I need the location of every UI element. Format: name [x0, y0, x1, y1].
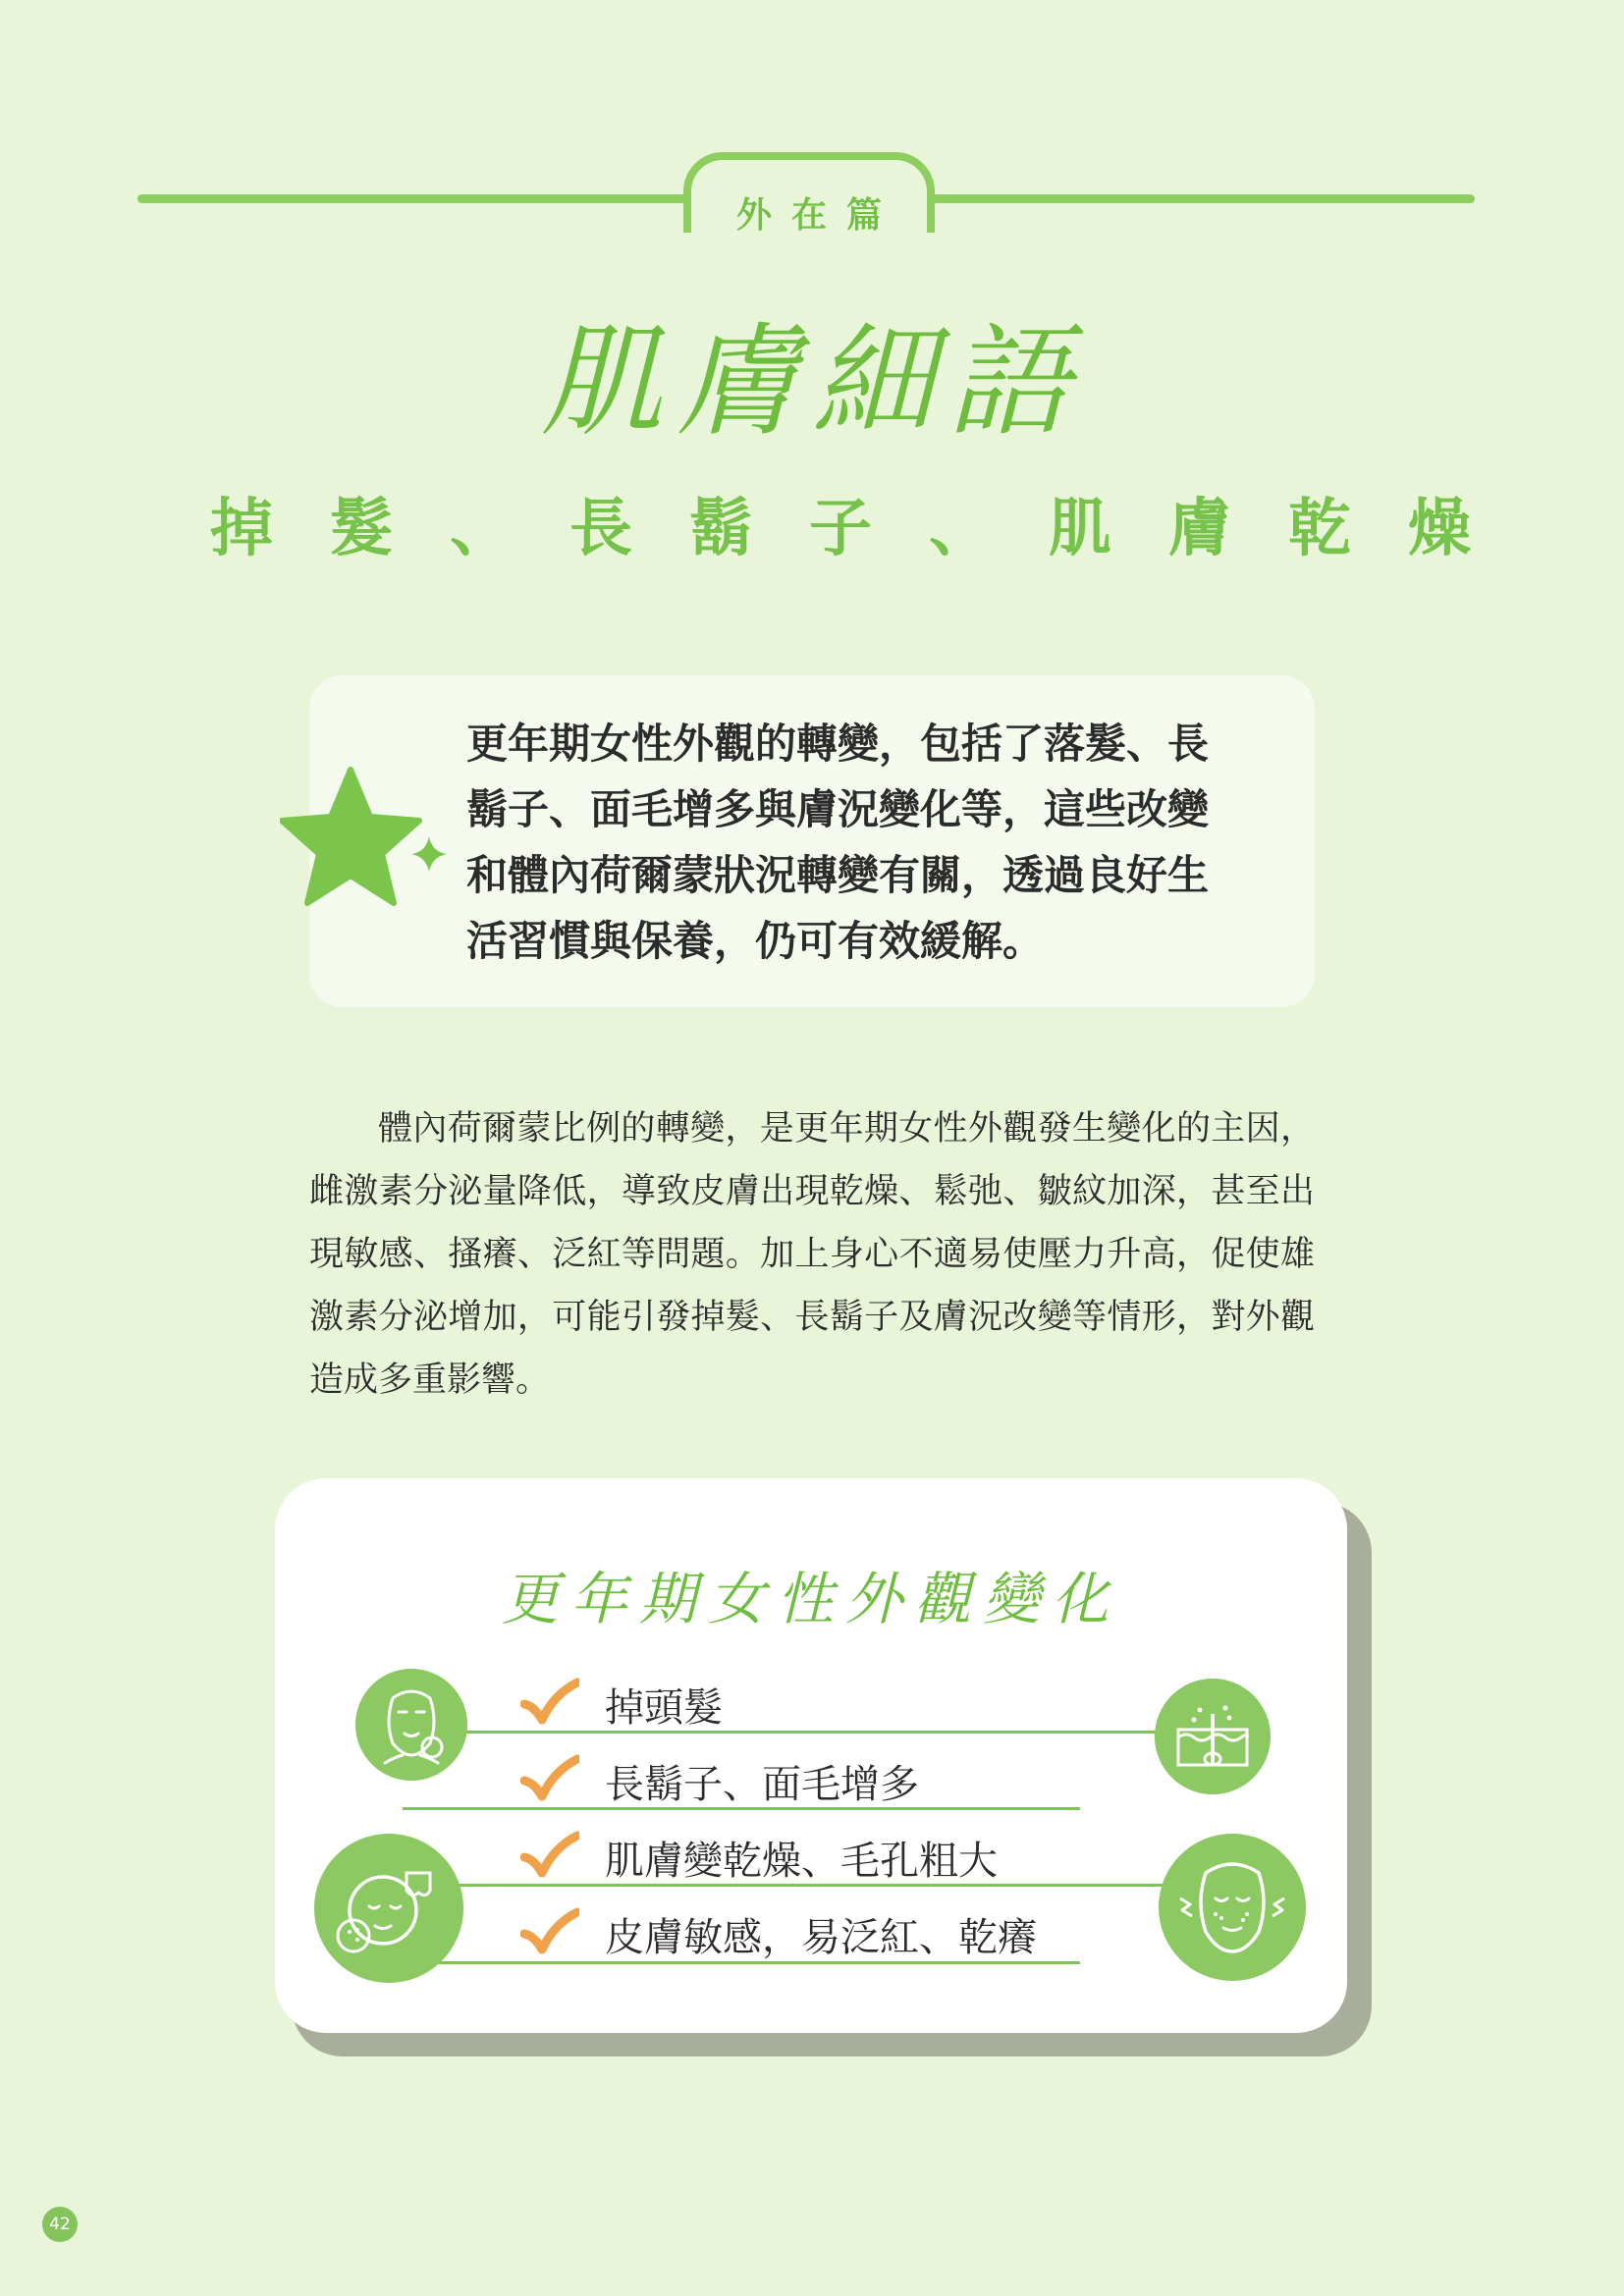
list-item-label: 掉頭髮	[605, 1685, 723, 1731]
hair-follicle-icon	[1155, 1679, 1271, 1794]
body-paragraph: 體內荷爾蒙比例的轉變，是更年期女性外觀發生變化的主因，雌激素分泌量降低，導致皮膚出現乾燥、鬆弛、皺紋加深，甚至出現敏感、搔癢、泛紅等問題。加上身心不適易使壓力升高，促使雄激素分泌增加，可能引發掉髮、長鬍子及膚況改變等情形，對外觀造成多重影響。	[309, 1109, 1315, 1400]
section-tab	[683, 152, 935, 236]
changes-card	[275, 1478, 1347, 2033]
list-item-label: 長鬍子、面毛增多	[605, 1762, 919, 1807]
checkmark-icon	[520, 1677, 579, 1728]
card-title: 更年期女性外觀變化	[501, 1566, 1120, 1632]
checkmark-icon	[520, 1753, 579, 1804]
intro-line: 活習慣與保養，仍可有效緩解。	[466, 917, 1045, 965]
list-item-label: 肌膚變乾燥、毛孔粗大	[605, 1839, 998, 1884]
page-number: 42	[42, 2207, 78, 2242]
face-dry-skin-icon	[314, 1834, 463, 1983]
section-label: 外在篇	[735, 195, 901, 236]
divider	[452, 1731, 1159, 1734]
intro-text	[466, 711, 1281, 974]
face-sensitive-icon	[1159, 1834, 1306, 1981]
face-pimple-icon	[355, 1669, 467, 1781]
intro-line: 鬍子、面毛增多與膚況變化等，這些改變	[466, 785, 1210, 833]
intro-box	[309, 675, 1315, 1007]
header-rule-right	[925, 194, 1475, 203]
checkmark-icon	[520, 1906, 579, 1957]
list-item-label: 皮膚敏感，易泛紅、乾癢	[605, 1915, 1037, 1960]
intro-line: 和體內荷爾蒙狀況轉變有關，透過良好生	[466, 851, 1210, 899]
intro-line: 更年期女性外觀的轉變，包括了落髮、長	[466, 720, 1210, 768]
checkmark-icon	[520, 1830, 579, 1881]
star-icon	[280, 766, 457, 913]
page-subtitle: 掉髮、長鬍子、肌膚乾燥	[210, 493, 1528, 565]
header-rule-left	[137, 194, 693, 203]
page-title: 肌膚細語	[540, 312, 1083, 454]
